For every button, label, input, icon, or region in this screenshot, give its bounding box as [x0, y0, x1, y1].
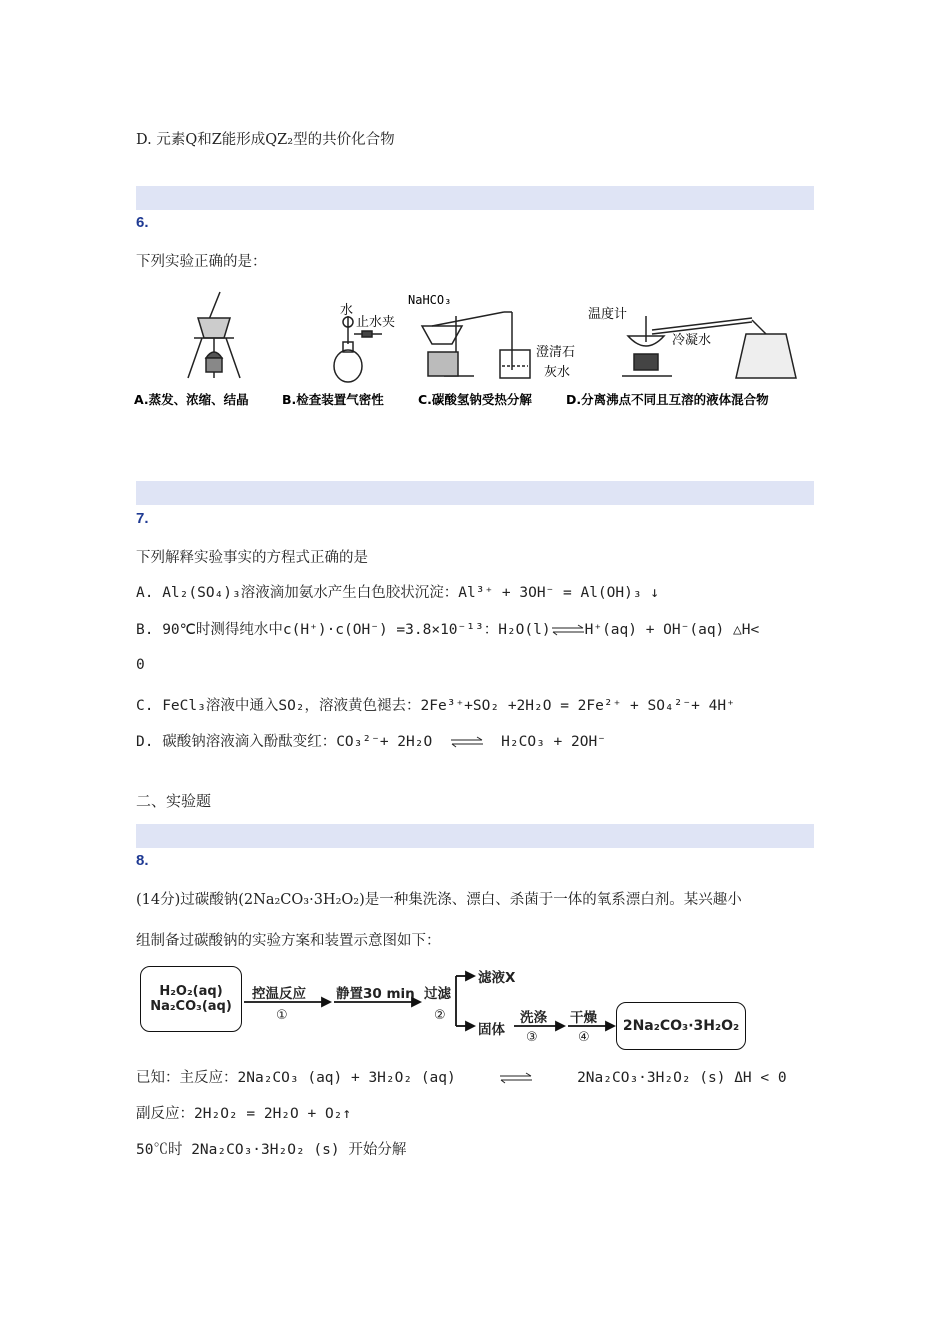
label-thermometer: 温度计	[588, 307, 628, 322]
q7-option-b-right: H⁺(aq) + OH⁻(aq) △H<	[584, 622, 760, 638]
equilibrium-arrow-icon	[450, 736, 484, 748]
step-2-number: ②	[434, 1008, 446, 1023]
question-stem-line-1: (14分)过碳酸钠(2Na₂CO₃·3H₂O₂)是一种集洗涤、漂白、杀菌于一体的氧系漂白剂。某兴趣小	[136, 892, 742, 908]
question-header-bar	[136, 481, 814, 505]
evaporation-apparatus	[188, 292, 240, 378]
q7-option-b	[136, 618, 759, 639]
label-limewater-1: 澄清石	[536, 345, 576, 360]
question-stem: 下列实验正确的是：	[136, 254, 267, 270]
step-4-number: ④	[578, 1030, 590, 1045]
q6-apparatus-figure	[132, 286, 814, 416]
step-1-number: ①	[276, 1008, 288, 1023]
q7-option-b-continued: 0	[136, 657, 145, 673]
known-main-reaction-left: 已知：主反应：2Na₂CO₃ (aq) + 3H₂O₂ (aq)	[136, 1070, 456, 1086]
start-reagent-2: Na₂CO₃(aq)	[150, 999, 232, 1014]
label-clamp: 止水夹	[356, 315, 396, 330]
question-number: 7.	[136, 510, 149, 527]
question-header-bar	[136, 824, 814, 848]
filtrate-label: 滤液X	[478, 970, 516, 986]
label-cooling-water: 冷凝水	[672, 333, 712, 348]
product-formula: 2Na₂CO₃·3H₂O₂	[622, 1018, 740, 1034]
label-limewater-2: 灰水	[544, 365, 571, 380]
decomposition-note: 50℃时 2Na₂CO₃·3H₂O₂ (s) 开始分解	[136, 1142, 407, 1158]
equilibrium-arrow-icon	[499, 1072, 533, 1084]
step-3-label: 洗涤	[520, 1010, 547, 1026]
q7-option-b-left: B. 90℃时测得纯水中c(H⁺)·c(OH⁻) =3.8×10⁻¹³：H₂O(l)	[136, 622, 551, 638]
question-header-bar	[136, 186, 814, 210]
product-box	[616, 1002, 746, 1050]
known-main-reaction	[136, 1066, 787, 1087]
q7-option-a: A. Al₂(SO₄)₃溶液滴加氨水产生白色胶状沉淀：Al³⁺ + 3OH⁻ = Al(OH)₃ ↓	[136, 585, 660, 601]
q7-option-d-left: D. 碳酸钠溶液滴入酚酞变红：CO₃²⁻+ 2H₂O	[136, 734, 433, 750]
caption-d: D.分离沸点不同且互溶的液体混合物	[566, 392, 769, 407]
step-3-number: ③	[526, 1030, 538, 1045]
q7-option-d-right: H₂CO₃ + 2OH⁻	[501, 734, 606, 750]
caption-a: A.蒸发、浓缩、结晶	[134, 392, 249, 407]
section-title: 二、实验题	[136, 792, 212, 810]
heating-apparatus	[422, 312, 530, 378]
side-reaction: 副反应：2H₂O₂ = 2H₂O + O₂↑	[136, 1106, 352, 1122]
question-stem: 下列解释实验事实的方程式正确的是	[136, 550, 368, 566]
label-water: 水	[340, 303, 354, 318]
solid-label: 固体	[478, 1022, 505, 1038]
q7-option-d	[136, 730, 606, 751]
caption-b: B.检查装置气密性	[282, 392, 384, 407]
known-main-reaction-right: 2Na₂CO₃·3H₂O₂ (s) ΔH < 0	[577, 1070, 787, 1086]
question-number: 8.	[136, 852, 149, 869]
start-reagent-1: H₂O₂(aq)	[159, 984, 223, 999]
step-2-label: 过滤	[424, 986, 451, 1002]
stand-label: 静置30 min	[336, 986, 415, 1002]
q5-option-d: D. 元素Q和Z能形成QZ₂型的共价化合物	[136, 132, 395, 148]
step-4-label: 干燥	[570, 1010, 597, 1026]
question-stem-line-2: 组制备过碳酸钠的实验方案和装置示意图如下：	[136, 933, 441, 949]
flow-diagram	[140, 962, 760, 1060]
caption-c: C.碳酸氢钠受热分解	[418, 392, 532, 407]
q7-option-c: C. FeCl₃溶液中通入SO₂，溶液黄色褪去：2Fe³⁺+SO₂ +2H₂O = 2Fe²⁺ + SO₄²⁻+ 4H⁺	[136, 698, 735, 714]
question-number: 6.	[136, 214, 149, 231]
label-nahco3: NaHCO₃	[408, 293, 452, 307]
step-1-label: 控温反应	[252, 986, 306, 1002]
equilibrium-arrow-icon	[551, 624, 585, 636]
